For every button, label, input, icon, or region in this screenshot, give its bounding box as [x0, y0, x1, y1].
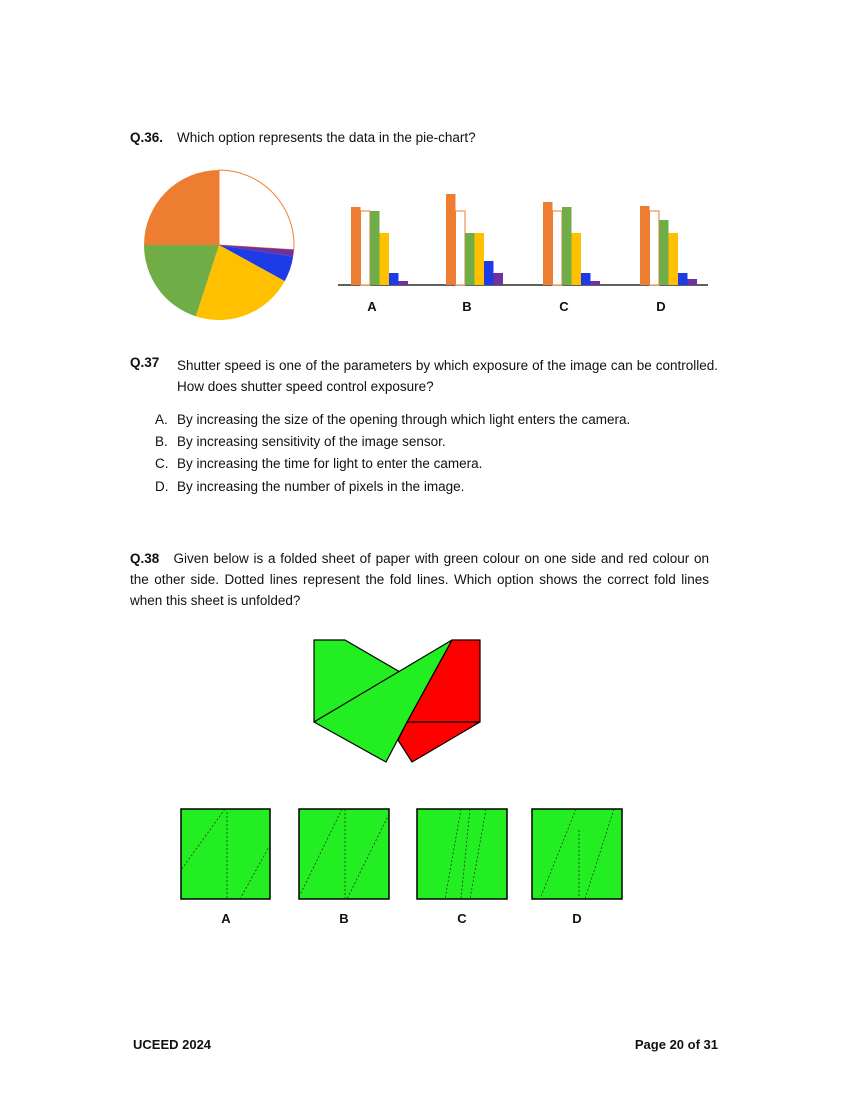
- q37-option-d[interactable]: [155, 479, 464, 494]
- bar-A-white: [361, 211, 371, 285]
- q36-option-label[interactable]: C: [559, 299, 569, 314]
- q36-option-label[interactable]: D: [656, 299, 666, 314]
- q36-option-label[interactable]: A: [367, 299, 377, 314]
- bar-D-white: [650, 211, 660, 285]
- bar-C-green: [562, 207, 572, 285]
- bar-D-purple: [688, 279, 698, 285]
- folded-sheet-figure: [0, 620, 850, 780]
- q38-option-a[interactable]: [181, 809, 270, 899]
- q36-option-label[interactable]: B: [462, 299, 472, 314]
- q37-option-b[interactable]: [155, 434, 446, 449]
- bar-D-blue: [678, 273, 688, 285]
- bar-B-green: [465, 233, 475, 285]
- q38-text: Given below is a folded sheet of paper with green colour on one side and red colour on the other side. Dotted lines represent the fold lines. Which option shows the correct fold lines when this sheet is unfolded?: [130, 551, 709, 608]
- q38-option-b[interactable]: [299, 809, 389, 899]
- q36-number: Q.36.: [130, 130, 164, 145]
- option-label: D.: [155, 479, 169, 494]
- bar-C-blue: [581, 273, 591, 285]
- option-label: C.: [155, 456, 169, 471]
- bar-A-purple: [399, 281, 409, 285]
- option-text: By increasing the size of the opening through which light enters the camera.: [177, 412, 631, 427]
- q37-option-a[interactable]: [155, 412, 630, 427]
- bar-C-yellow: [572, 233, 582, 285]
- q36-figure: [0, 0, 850, 340]
- q38-option-d[interactable]: [532, 809, 622, 899]
- option-label: A.: [155, 412, 168, 427]
- bar-C-white: [553, 211, 563, 285]
- bar-B-yellow: [475, 233, 485, 285]
- option-label: B.: [155, 434, 168, 449]
- q36-text: Which option represents the data in the pie-chart?: [177, 130, 476, 145]
- bar-A-blue: [389, 273, 399, 285]
- bar-B-purple: [494, 273, 504, 285]
- pie-slice-white: [219, 170, 294, 250]
- pie-chart: [144, 170, 294, 320]
- red-flap-lower: [398, 722, 480, 762]
- q38-option-label: B: [339, 911, 349, 926]
- option-square: [181, 809, 270, 899]
- bar-B-white: [456, 211, 466, 285]
- option-text: By increasing the time for light to enter the camera.: [177, 456, 483, 471]
- bar-D-green: [659, 220, 669, 285]
- footer-left: UCEED 2024: [133, 1037, 212, 1052]
- footer-page: Page 20 of 31: [634, 1037, 718, 1052]
- bar-D-yellow: [669, 233, 679, 285]
- option-square: [299, 809, 389, 899]
- q38-option-label: A: [221, 911, 231, 926]
- bar-D-orange: [640, 206, 650, 285]
- bar-A-green: [370, 211, 380, 285]
- q38-number: Q.38: [130, 551, 160, 566]
- bar-B-blue: [484, 261, 494, 285]
- q38-question: [130, 548, 709, 611]
- bar-A-orange: [351, 207, 361, 285]
- option-text: By increasing sensitivity of the image sensor.: [177, 434, 446, 449]
- q37-text: Shutter speed is one of the parameters by which exposure of the image can be controlled. How does shutter speed control exposure?: [177, 358, 718, 394]
- q37-number: Q.37: [130, 355, 160, 370]
- bar-A-yellow: [380, 233, 390, 285]
- option-text: By increasing the number of pixels in the image.: [177, 479, 465, 494]
- q38-option-label: C: [457, 911, 467, 926]
- q38-options: [0, 800, 850, 930]
- bar-B-orange: [446, 194, 456, 285]
- pie-slice-orange: [144, 170, 219, 245]
- q38-option-c[interactable]: [417, 809, 507, 899]
- q38-option-label: D: [572, 911, 582, 926]
- bar-C-orange: [543, 202, 553, 285]
- bar-C-purple: [591, 281, 601, 285]
- option-square: [532, 809, 622, 899]
- q37-option-c[interactable]: [155, 456, 482, 471]
- bar-options: [338, 194, 708, 314]
